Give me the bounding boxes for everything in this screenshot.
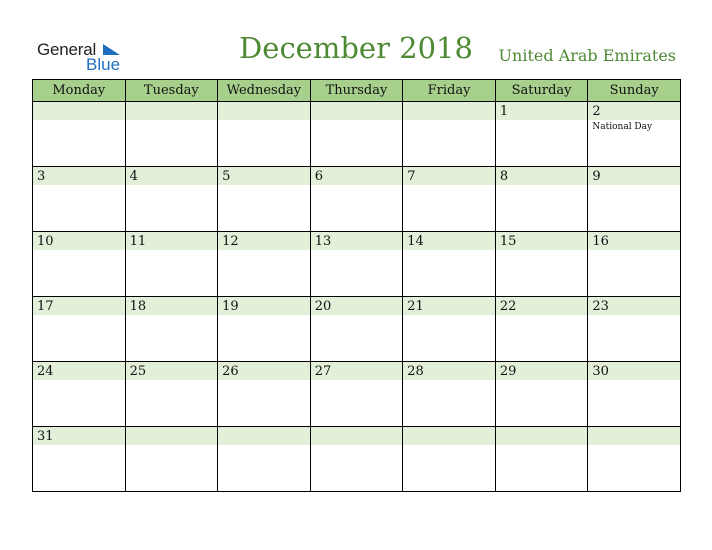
day-number: 10 (37, 234, 54, 249)
day-header-band (403, 427, 495, 445)
day-cell[interactable] (125, 427, 218, 492)
day-number: 6 (314, 169, 323, 184)
weekday-header: Friday (403, 80, 496, 102)
day-number: 13 (314, 234, 332, 249)
day-number: 26 (222, 364, 239, 379)
day-number: 3 (37, 169, 46, 184)
day-cell[interactable] (588, 427, 681, 492)
day-cell[interactable] (403, 102, 496, 167)
day-cell[interactable] (403, 167, 496, 232)
weekday-header: Wednesday (218, 80, 311, 102)
day-number: 11 (129, 234, 147, 249)
weekday-header: Monday (33, 80, 126, 102)
day-header-band (33, 167, 125, 185)
day-number: 31 (37, 429, 54, 444)
day-number: 23 (592, 299, 609, 314)
month-calendar (32, 79, 681, 492)
day-cell[interactable] (403, 362, 496, 427)
day-cell[interactable] (588, 297, 681, 362)
day-header-band (218, 167, 310, 185)
day-cell[interactable] (33, 167, 126, 232)
day-cell[interactable] (588, 232, 681, 297)
day-header-band (496, 102, 588, 120)
day-number: 28 (407, 364, 424, 379)
day-cell[interactable] (218, 167, 311, 232)
weekday-header: Saturday (495, 80, 588, 102)
day-header-band (311, 102, 403, 120)
day-number: 17 (37, 299, 54, 314)
day-cell[interactable] (218, 102, 311, 167)
day-cell[interactable] (33, 297, 126, 362)
day-number: 20 (314, 299, 332, 314)
day-header-band (403, 167, 495, 185)
day-cell[interactable] (495, 362, 588, 427)
day-number: 2 (592, 104, 601, 119)
day-number: 14 (407, 234, 424, 249)
day-number: 12 (222, 234, 239, 249)
day-header-band (33, 102, 125, 120)
day-number: 27 (314, 364, 332, 379)
day-header-band (496, 167, 588, 185)
day-header-band (126, 102, 218, 120)
day-header-band (403, 102, 495, 120)
day-cell[interactable] (495, 167, 588, 232)
day-cell[interactable] (310, 297, 403, 362)
weekday-header: Thursday (310, 80, 403, 102)
day-cell[interactable] (310, 167, 403, 232)
logo-text-general: General (37, 40, 97, 59)
day-header-band (311, 167, 403, 185)
day-cell[interactable] (218, 297, 311, 362)
day-cell[interactable] (495, 102, 588, 167)
week-row (33, 297, 681, 362)
weekday-header: Sunday (588, 80, 681, 102)
week-row (33, 427, 681, 492)
day-cell[interactable] (495, 232, 588, 297)
day-cell[interactable] (33, 102, 126, 167)
day-header-band (218, 427, 310, 445)
day-cell[interactable] (218, 362, 311, 427)
day-number: 30 (592, 364, 609, 379)
day-number: 29 (499, 364, 517, 379)
day-cell[interactable] (310, 232, 403, 297)
day-number: 24 (37, 364, 54, 379)
calendar-title: December 2018 (239, 31, 473, 65)
day-header-band (126, 167, 218, 185)
day-cell[interactable] (588, 102, 681, 167)
day-number: 8 (499, 169, 509, 184)
week-row (33, 362, 681, 427)
day-cell[interactable] (403, 232, 496, 297)
day-header-band (126, 427, 218, 445)
day-number: 1 (499, 104, 509, 119)
day-cell[interactable] (588, 362, 681, 427)
day-cell[interactable] (588, 167, 681, 232)
week-row (33, 167, 681, 232)
day-cell[interactable] (33, 362, 126, 427)
day-number: 21 (407, 299, 424, 314)
day-cell[interactable] (218, 232, 311, 297)
day-number: 22 (499, 299, 517, 314)
holiday-label: National Day (592, 122, 653, 132)
day-header-band (588, 102, 680, 120)
week-row (33, 102, 681, 167)
day-number: 15 (499, 234, 517, 249)
calendar-body (33, 102, 681, 492)
day-number: 4 (129, 169, 138, 184)
day-cell[interactable] (495, 297, 588, 362)
day-cell[interactable] (125, 297, 218, 362)
weekday-header: Tuesday (125, 80, 218, 102)
day-cell[interactable] (403, 297, 496, 362)
week-row (33, 232, 681, 297)
day-cell[interactable] (125, 232, 218, 297)
day-cell[interactable] (125, 362, 218, 427)
day-header-band (311, 427, 403, 445)
day-number: 7 (407, 169, 416, 184)
day-number: 16 (592, 234, 609, 249)
day-number: 5 (222, 169, 231, 184)
day-cell[interactable] (218, 427, 311, 492)
day-cell[interactable] (403, 427, 496, 492)
country-label: United Arab Emirates (498, 46, 676, 65)
day-cell[interactable] (33, 232, 126, 297)
day-cell[interactable] (33, 427, 126, 492)
day-header-band (218, 102, 310, 120)
day-cell[interactable] (125, 102, 218, 167)
day-number: 25 (129, 364, 147, 379)
day-header-band (588, 427, 680, 445)
day-header-band (496, 427, 588, 445)
day-cell[interactable] (310, 102, 403, 167)
day-cell[interactable] (125, 167, 218, 232)
day-cell[interactable] (310, 427, 403, 492)
day-number: 18 (129, 299, 147, 314)
day-header-band (588, 167, 680, 185)
weekday-header-row (33, 80, 681, 102)
day-cell[interactable] (310, 362, 403, 427)
day-number: 19 (222, 299, 239, 314)
logo-text-blue: Blue (86, 55, 121, 74)
day-cell[interactable] (495, 427, 588, 492)
day-number: 9 (592, 169, 601, 184)
